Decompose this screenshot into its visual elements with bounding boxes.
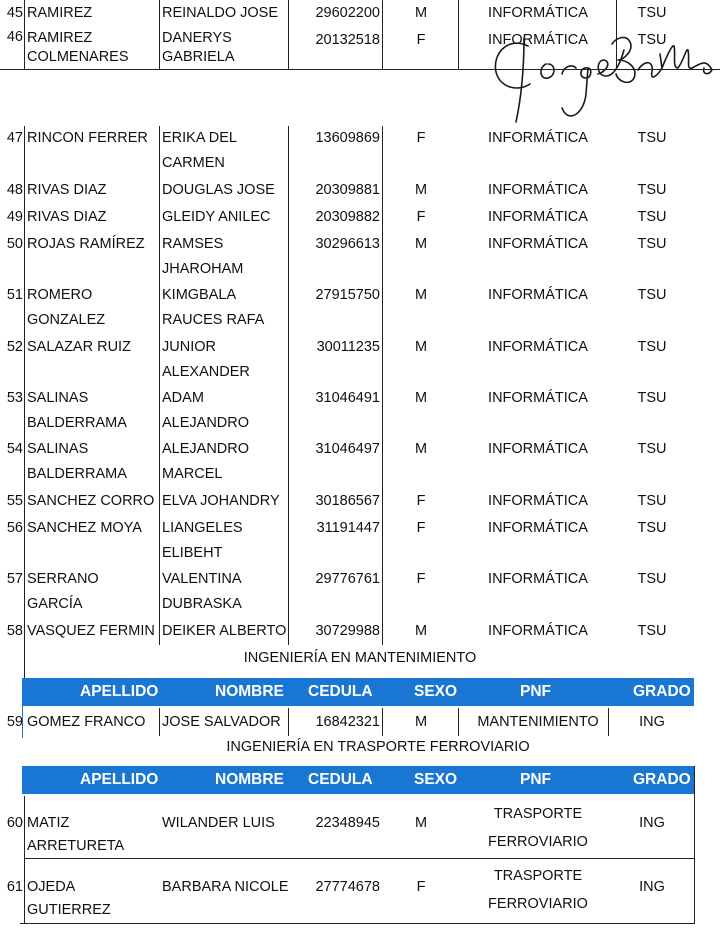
sexo-cell: M bbox=[414, 182, 428, 198]
cedula-cell: 29776761 bbox=[315, 571, 380, 587]
grado-cell: ING bbox=[639, 714, 665, 730]
nombre-cell bbox=[161, 126, 289, 176]
pnf-cell: INFORMÁTICA bbox=[488, 130, 588, 146]
row-number: 45 bbox=[6, 5, 23, 21]
header-nombre: NOMBRE bbox=[215, 683, 284, 700]
apellido-cell bbox=[26, 126, 158, 151]
pnf-line: TRASPORTE bbox=[493, 806, 583, 822]
pnf-cell: INFORMÁTICA bbox=[488, 32, 588, 48]
apellido-line: SERRANO GARCÍA bbox=[27, 571, 99, 612]
signature-image bbox=[488, 24, 720, 134]
sexo-cell: M bbox=[414, 5, 428, 21]
table-row bbox=[0, 386, 720, 436]
table-row bbox=[0, 283, 720, 333]
apellido-line: MATIZ bbox=[27, 815, 70, 831]
nombre-line: JHAROHAM bbox=[162, 261, 244, 277]
cedula-cell: 20309881 bbox=[315, 182, 380, 198]
column-divider bbox=[458, 708, 459, 736]
pnf-cell: INFORMÁTICA bbox=[488, 390, 588, 406]
nombre-cell bbox=[161, 619, 289, 644]
apellido-line: ROMERO bbox=[27, 287, 93, 303]
pnf-cell: INFORMÁTICA bbox=[488, 236, 588, 252]
table-header bbox=[22, 766, 694, 794]
pnf-cell: INFORMÁTICA bbox=[488, 623, 588, 639]
grado-cell: TSU bbox=[637, 182, 667, 198]
pnf-cell: INFORMÁTICA bbox=[488, 520, 588, 536]
apellido-cell: GOMEZ FRANCO bbox=[27, 714, 146, 730]
row-number: 49 bbox=[6, 209, 23, 225]
pnf-line: FERROVIARIO bbox=[488, 834, 588, 850]
nombre-line: CARMEN bbox=[162, 155, 225, 171]
grado-cell: TSU bbox=[637, 571, 667, 587]
nombre-line: MARCEL bbox=[162, 466, 223, 482]
apellido-line: SALINAS bbox=[27, 441, 89, 457]
nombre-cell bbox=[161, 178, 289, 203]
apellido-line: RIVAS DIAZ bbox=[27, 182, 107, 198]
row-number: 48 bbox=[6, 182, 23, 198]
grado-cell: TSU bbox=[637, 5, 667, 21]
pnf-cell: INFORMÁTICA bbox=[488, 209, 588, 225]
nombre-line: DOUGLAS JOSE bbox=[162, 182, 275, 198]
cedula-cell: 31191447 bbox=[316, 520, 380, 536]
column-divider bbox=[382, 0, 383, 70]
cedula-cell: 13609869 bbox=[315, 130, 380, 146]
table-header bbox=[22, 678, 694, 706]
row-number: 46 bbox=[6, 29, 23, 45]
cedula-cell: 27915750 bbox=[315, 287, 380, 303]
pnf-cell: INFORMÁTICA bbox=[488, 493, 588, 509]
sexo-cell: M bbox=[414, 390, 428, 406]
apellido-cell bbox=[26, 876, 158, 922]
apellido-line: GUTIERREZ bbox=[27, 902, 111, 918]
column-divider bbox=[694, 766, 695, 924]
header-pnf: PNF bbox=[520, 771, 551, 788]
row-number: 50 bbox=[6, 236, 23, 252]
nombre-line: DUBRASKA bbox=[162, 596, 242, 612]
pnf-cell: INFORMÁTICA bbox=[488, 339, 588, 355]
pnf-cell bbox=[460, 800, 616, 856]
cedula-cell: 20309882 bbox=[315, 209, 380, 225]
grado-cell: TSU bbox=[637, 493, 667, 509]
grado-cell: TSU bbox=[637, 287, 667, 303]
table-row bbox=[0, 437, 720, 487]
nombre-line: ELIBEHT bbox=[162, 545, 223, 561]
column-divider bbox=[159, 708, 160, 736]
sexo-cell: M bbox=[414, 287, 428, 303]
cedula-cell: 31046491 bbox=[315, 390, 380, 406]
cedula-cell: 16842321 bbox=[315, 714, 380, 730]
sexo-cell: F bbox=[416, 493, 426, 509]
apellido-line: RAMIREZ bbox=[27, 30, 93, 46]
column-divider bbox=[608, 708, 609, 736]
header-grado: GRADO bbox=[633, 683, 691, 700]
column-divider bbox=[288, 126, 289, 645]
grado-cell: TSU bbox=[637, 32, 667, 48]
header-nombre: NOMBRE bbox=[215, 771, 284, 788]
column-divider bbox=[24, 0, 25, 70]
cedula-cell: 30729988 bbox=[315, 623, 380, 639]
sexo-cell: M bbox=[414, 236, 428, 252]
row-number: 56 bbox=[6, 520, 23, 536]
apellido-cell bbox=[26, 232, 158, 257]
sexo-cell: F bbox=[416, 571, 426, 587]
section-title-mantenimiento: INGENIERÍA EN MANTENIMIENTO bbox=[243, 650, 477, 666]
table-row bbox=[0, 335, 720, 385]
nombre-cell bbox=[161, 386, 289, 436]
apellido-cell bbox=[26, 178, 158, 203]
table-row bbox=[0, 126, 720, 176]
table-row bbox=[0, 516, 720, 566]
nombre-line: LIANGELES bbox=[162, 520, 243, 536]
row-number: 55 bbox=[6, 493, 23, 509]
header-sexo: SEXO bbox=[414, 771, 458, 788]
nombre-line: KIMGBALA bbox=[162, 287, 237, 303]
nombre-cell bbox=[161, 567, 289, 617]
cedula-cell: 27774678 bbox=[315, 879, 380, 895]
pnf-line: FERROVIARIO bbox=[488, 896, 588, 912]
apellido-line: SANCHEZ MOYA bbox=[27, 520, 142, 536]
apellido-cell bbox=[26, 335, 158, 360]
apellido-cell bbox=[26, 386, 158, 436]
nombre-line: VALENTINA bbox=[162, 571, 242, 587]
row-number: 61 bbox=[6, 879, 23, 895]
grado-cell: ING bbox=[639, 879, 665, 895]
sexo-cell: F bbox=[416, 209, 426, 225]
pnf-cell: INFORMÁTICA bbox=[488, 571, 588, 587]
apellido-cell bbox=[26, 283, 158, 333]
row-number: 53 bbox=[6, 390, 23, 406]
nombre-cell bbox=[161, 283, 289, 333]
column-divider bbox=[24, 126, 25, 678]
row-number: 51 bbox=[6, 287, 23, 303]
nombre-cell bbox=[161, 232, 289, 282]
nombre-cell: WILANDER LUIS bbox=[162, 815, 275, 831]
grado-cell: ING bbox=[639, 815, 665, 831]
apellido-cell bbox=[26, 437, 158, 487]
sexo-cell: M bbox=[414, 815, 428, 831]
apellido-line: BALDERRAMA bbox=[27, 466, 127, 482]
sexo-cell: F bbox=[416, 879, 426, 895]
apellido-line: ARRETURETA bbox=[27, 838, 125, 854]
cedula-cell: 20132518 bbox=[315, 32, 380, 48]
nombre-cell: REINALDO JOSE bbox=[162, 5, 279, 21]
cedula-cell: 30186567 bbox=[315, 493, 380, 509]
column-divider bbox=[382, 708, 383, 736]
apellido-line: SANCHEZ CORRO bbox=[27, 493, 155, 509]
sexo-cell: F bbox=[416, 130, 426, 146]
cedula-cell: 22348945 bbox=[315, 815, 380, 831]
nombre-line: ERIKA DEL bbox=[162, 130, 237, 146]
sexo-cell: M bbox=[414, 623, 428, 639]
column-divider bbox=[159, 126, 160, 645]
pnf-cell: INFORMÁTICA bbox=[488, 182, 588, 198]
apellido-cell bbox=[26, 489, 158, 514]
nombre-line: GLEIDY ANILEC bbox=[162, 209, 271, 225]
nombre-line: RAMSES bbox=[162, 236, 224, 252]
grado-cell: TSU bbox=[637, 623, 667, 639]
sexo-cell: F bbox=[416, 520, 426, 536]
nombre-cell: JOSE SALVADOR bbox=[162, 714, 281, 730]
cedula-cell: 30296613 bbox=[315, 236, 380, 252]
grado-cell: TSU bbox=[637, 441, 667, 457]
apellido-line: GONZALEZ bbox=[27, 312, 106, 328]
grado-cell: TSU bbox=[637, 236, 667, 252]
grado-cell: TSU bbox=[637, 209, 667, 225]
apellido-cell bbox=[26, 567, 158, 617]
header-cedula: CEDULA bbox=[308, 771, 373, 788]
nombre-line: JUNIOR bbox=[162, 339, 216, 355]
pnf-cell bbox=[460, 862, 616, 918]
apellido-line: RINCON FERRER bbox=[27, 130, 148, 146]
table-rule bbox=[24, 858, 694, 859]
row-number: 57 bbox=[6, 571, 23, 587]
apellido-line: COLMENARES bbox=[27, 49, 129, 65]
nombre-line: RAUCES RAFA bbox=[162, 312, 265, 328]
table-row bbox=[0, 796, 720, 858]
pnf-line: TRASPORTE bbox=[493, 868, 583, 884]
table-row bbox=[0, 567, 720, 617]
header-pnf: PNF bbox=[520, 683, 551, 700]
cedula-cell: 31046497 bbox=[315, 441, 380, 457]
row-number: 60 bbox=[6, 815, 23, 831]
nombre-line: ALEJANDRO bbox=[162, 441, 250, 457]
nombre-cell bbox=[161, 29, 289, 67]
row-number: 47 bbox=[6, 130, 23, 146]
apellido-line: SALINAS bbox=[27, 390, 89, 406]
table-row bbox=[0, 860, 720, 922]
nombre-line: GABRIELA bbox=[162, 49, 235, 65]
sexo-cell: F bbox=[416, 32, 426, 48]
table-row bbox=[0, 232, 720, 282]
grado-cell: TSU bbox=[637, 130, 667, 146]
nombre-cell bbox=[161, 516, 289, 566]
header-cedula: CEDULA bbox=[308, 683, 373, 700]
apellido-line: RIVAS DIAZ bbox=[27, 209, 107, 225]
nombre-line: ALEJANDRO bbox=[162, 415, 250, 431]
grado-cell: TSU bbox=[637, 390, 667, 406]
apellido-line: SALAZAR RUIZ bbox=[27, 339, 131, 355]
nombre-cell bbox=[161, 437, 289, 487]
pnf-cell: MANTENIMIENTO bbox=[477, 714, 599, 730]
row-number: 54 bbox=[6, 441, 23, 457]
row-number: 52 bbox=[6, 339, 23, 355]
section-title-ferroviario: INGENIERÍA EN TRASPORTE FERROVIARIO bbox=[226, 739, 530, 755]
grado-cell: TSU bbox=[637, 520, 667, 536]
pnf-cell: INFORMÁTICA bbox=[488, 287, 588, 303]
column-divider bbox=[458, 0, 459, 70]
header-apellido: APELLIDO bbox=[80, 771, 159, 788]
table-row bbox=[0, 708, 720, 736]
apellido-cell: RAMIREZ bbox=[27, 5, 93, 21]
header-sexo: SEXO bbox=[414, 683, 458, 700]
nombre-cell bbox=[161, 335, 289, 385]
nombre-line: ADAM bbox=[162, 390, 204, 406]
pnf-cell: INFORMÁTICA bbox=[488, 5, 588, 21]
apellido-line: BALDERRAMA bbox=[27, 415, 127, 431]
cedula-cell: 30011235 bbox=[316, 339, 380, 355]
apellido-cell bbox=[26, 29, 158, 67]
apellido-cell bbox=[26, 516, 158, 541]
nombre-cell bbox=[161, 205, 289, 230]
column-divider bbox=[288, 0, 289, 70]
table-row bbox=[0, 1, 720, 26]
row-number: 58 bbox=[6, 623, 23, 639]
apellido-cell bbox=[26, 205, 158, 230]
apellido-cell bbox=[26, 619, 158, 644]
nombre-line: ELVA JOHANDRY bbox=[162, 493, 280, 509]
nombre-line: DANERYS bbox=[162, 30, 232, 46]
column-divider bbox=[159, 0, 160, 70]
grado-cell: TSU bbox=[637, 339, 667, 355]
column-divider bbox=[288, 708, 289, 736]
nombre-line: DEIKER ALBERTO bbox=[162, 623, 287, 639]
row-number: 59 bbox=[6, 714, 23, 730]
table-rule bbox=[20, 923, 694, 924]
cedula-cell: 29602200 bbox=[315, 5, 380, 21]
apellido-line: ROJAS RAMÍREZ bbox=[27, 236, 145, 252]
nombre-cell: BARBARA NICOLE bbox=[162, 879, 289, 895]
apellido-line: OJEDA bbox=[27, 879, 76, 895]
nombre-line: ALEXANDER bbox=[162, 364, 250, 380]
sexo-cell: M bbox=[414, 714, 428, 730]
pnf-cell: INFORMÁTICA bbox=[488, 441, 588, 457]
sexo-cell: M bbox=[414, 441, 428, 457]
column-divider bbox=[382, 126, 383, 645]
column-divider bbox=[24, 796, 25, 924]
header-apellido: APELLIDO bbox=[80, 683, 159, 700]
apellido-line: VASQUEZ FERMIN bbox=[27, 623, 155, 639]
sexo-cell: M bbox=[414, 339, 428, 355]
header-grado: GRADO bbox=[633, 771, 691, 788]
apellido-cell bbox=[26, 812, 158, 858]
nombre-cell bbox=[161, 489, 289, 514]
